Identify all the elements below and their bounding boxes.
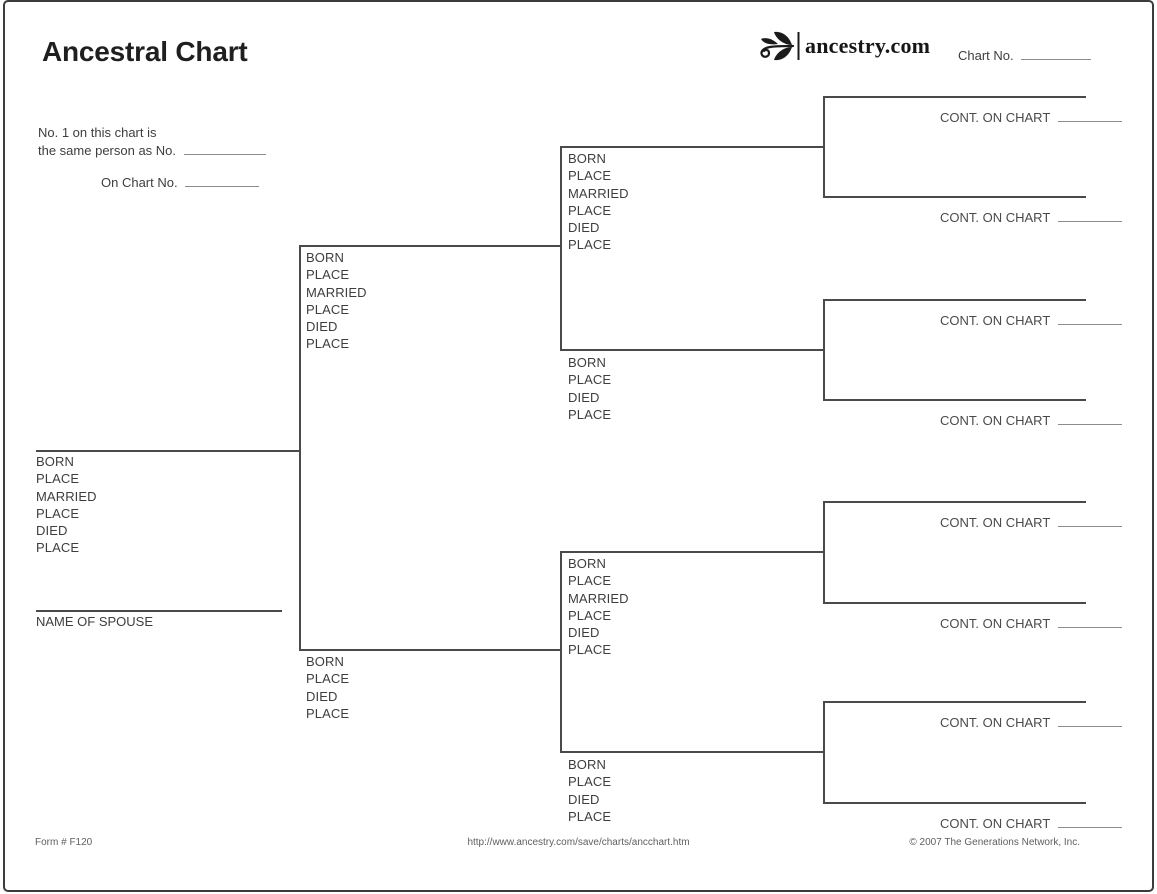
line-spouse-name (36, 610, 282, 612)
intro-line-1: No. 1 on this chart is (38, 125, 157, 140)
copyright-notice: © 2007 The Generations Network, Inc. (909, 837, 1080, 848)
field-label: PLACE (568, 202, 612, 218)
field-label: BORN (568, 151, 606, 166)
on-chart-no-blank (185, 174, 259, 187)
field-label: MARRIED (568, 590, 629, 606)
cont-on-chart-entry-1 (940, 109, 1122, 125)
field-label: BORN (568, 757, 606, 772)
line-father-name (299, 245, 561, 247)
field-label: PLACE (568, 607, 612, 623)
cont-chart-no-blank (1058, 109, 1122, 122)
line-maternal-grandfather-name (560, 551, 824, 553)
field-label: BORN (36, 454, 74, 469)
person-fields-maternal-grandfather (568, 555, 629, 659)
person-fields-maternal-grandmother (568, 756, 611, 825)
field-label: PLACE (306, 705, 350, 721)
chart-no-blank (1021, 47, 1091, 60)
field-label: DIED (36, 523, 68, 539)
field-label: BORN (568, 556, 606, 571)
field-label: MARRIED (36, 488, 97, 504)
brand-name: ancestry.com (805, 33, 931, 58)
line-person1-name (36, 450, 299, 452)
cont-on-chart-entry-4 (940, 412, 1122, 428)
cont-on-chart-label: CONT. ON CHART (940, 616, 1051, 631)
intro-note (38, 124, 266, 159)
intro-line-2-text: the same person as No. (38, 142, 177, 158)
field-label: PLACE (568, 774, 612, 790)
line-great-grandparent-5 (823, 501, 1086, 503)
cont-on-chart-label: CONT. ON CHART (940, 515, 1051, 530)
spouse-name-label: NAME OF SPOUSE (36, 614, 154, 629)
cont-on-chart-label: CONT. ON CHART (940, 210, 1051, 225)
intro-line-2 (38, 142, 266, 160)
ancestry-leaf-icon (756, 30, 802, 62)
cont-chart-no-blank (1058, 514, 1122, 527)
cont-on-chart-entry-2 (940, 209, 1122, 225)
field-label: MARRIED (568, 185, 629, 201)
field-label: PLACE (568, 808, 612, 824)
field-label: PLACE (306, 336, 350, 352)
line-mother-name (299, 649, 561, 651)
line-paternal-grandfather-name (560, 146, 824, 148)
field-label: PLACE (568, 642, 612, 658)
field-label: PLACE (306, 671, 350, 687)
line-great-grandparent-6 (823, 602, 1086, 604)
line-maternal-grandmother-name (560, 751, 824, 753)
form-number: Form # F120 (35, 837, 93, 848)
person-fields-mother (306, 653, 349, 722)
person-fields-paternal-grandfather (568, 150, 629, 254)
ancestry-logo (756, 30, 930, 62)
cont-chart-no-blank (1058, 312, 1122, 325)
field-label: PLACE (568, 372, 612, 388)
line-great-grandparent-8 (823, 802, 1086, 804)
connector-great-grandparents-3 (823, 501, 825, 603)
connector-paternal-grandparents (560, 146, 562, 350)
field-label: DIED (568, 625, 600, 641)
field-label: DIED (306, 319, 338, 335)
same-person-no-blank (184, 142, 266, 155)
page-title: Ancestral Chart (42, 36, 248, 67)
field-label: PLACE (306, 301, 350, 317)
cont-on-chart-entry-8 (940, 815, 1122, 831)
field-label: PLACE (568, 168, 612, 184)
cont-on-chart-label: CONT. ON CHART (940, 816, 1051, 831)
person-fields-father (306, 249, 367, 353)
cont-chart-no-blank (1058, 412, 1122, 425)
cont-chart-no-blank (1058, 815, 1122, 828)
field-label: PLACE (568, 406, 612, 422)
field-label: DIED (568, 220, 600, 236)
chart-no-label: Chart No. (958, 48, 1014, 63)
line-great-grandparent-4 (823, 399, 1086, 401)
connector-great-grandparents-4 (823, 701, 825, 803)
field-label: BORN (306, 654, 344, 669)
line-great-grandparent-1 (823, 96, 1086, 98)
cont-on-chart-entry-5 (940, 514, 1122, 530)
person-fields-paternal-grandmother (568, 354, 611, 423)
line-paternal-grandmother-name (560, 349, 824, 351)
cont-chart-no-blank (1058, 615, 1122, 628)
connector-maternal-grandparents (560, 551, 562, 752)
cont-on-chart-label: CONT. ON CHART (940, 110, 1051, 125)
field-label: PLACE (36, 540, 80, 556)
field-label: BORN (568, 355, 606, 370)
field-label: BORN (306, 250, 344, 265)
field-label: MARRIED (306, 284, 367, 300)
field-label: DIED (306, 688, 338, 704)
field-label: PLACE (568, 237, 612, 253)
field-label: DIED (568, 791, 600, 807)
field-label: PLACE (568, 573, 612, 589)
connector-great-grandparents-2 (823, 299, 825, 400)
line-great-grandparent-7 (823, 701, 1086, 703)
field-label: PLACE (306, 267, 350, 283)
form-url: http://www.ancestry.com/save/charts/ancchart.htm (467, 837, 690, 848)
on-chart-field (101, 174, 259, 190)
cont-chart-no-blank (1058, 714, 1122, 727)
chart-no-field (958, 47, 1091, 63)
field-label: DIED (568, 389, 600, 405)
cont-on-chart-label: CONT. ON CHART (940, 413, 1051, 428)
connector-parents (299, 245, 301, 650)
field-label: PLACE (36, 505, 80, 521)
cont-on-chart-entry-6 (940, 615, 1122, 631)
cont-on-chart-label: CONT. ON CHART (940, 715, 1051, 730)
cont-on-chart-label: CONT. ON CHART (940, 313, 1051, 328)
connector-great-grandparents-1 (823, 96, 825, 197)
on-chart-label: On Chart No. (101, 175, 178, 190)
cont-chart-no-blank (1058, 209, 1122, 222)
line-great-grandparent-2 (823, 196, 1086, 198)
cont-on-chart-entry-7 (940, 714, 1122, 730)
cont-on-chart-entry-3 (940, 312, 1122, 328)
field-label: PLACE (36, 471, 80, 487)
person-fields-person1 (36, 453, 97, 557)
line-great-grandparent-3 (823, 299, 1086, 301)
